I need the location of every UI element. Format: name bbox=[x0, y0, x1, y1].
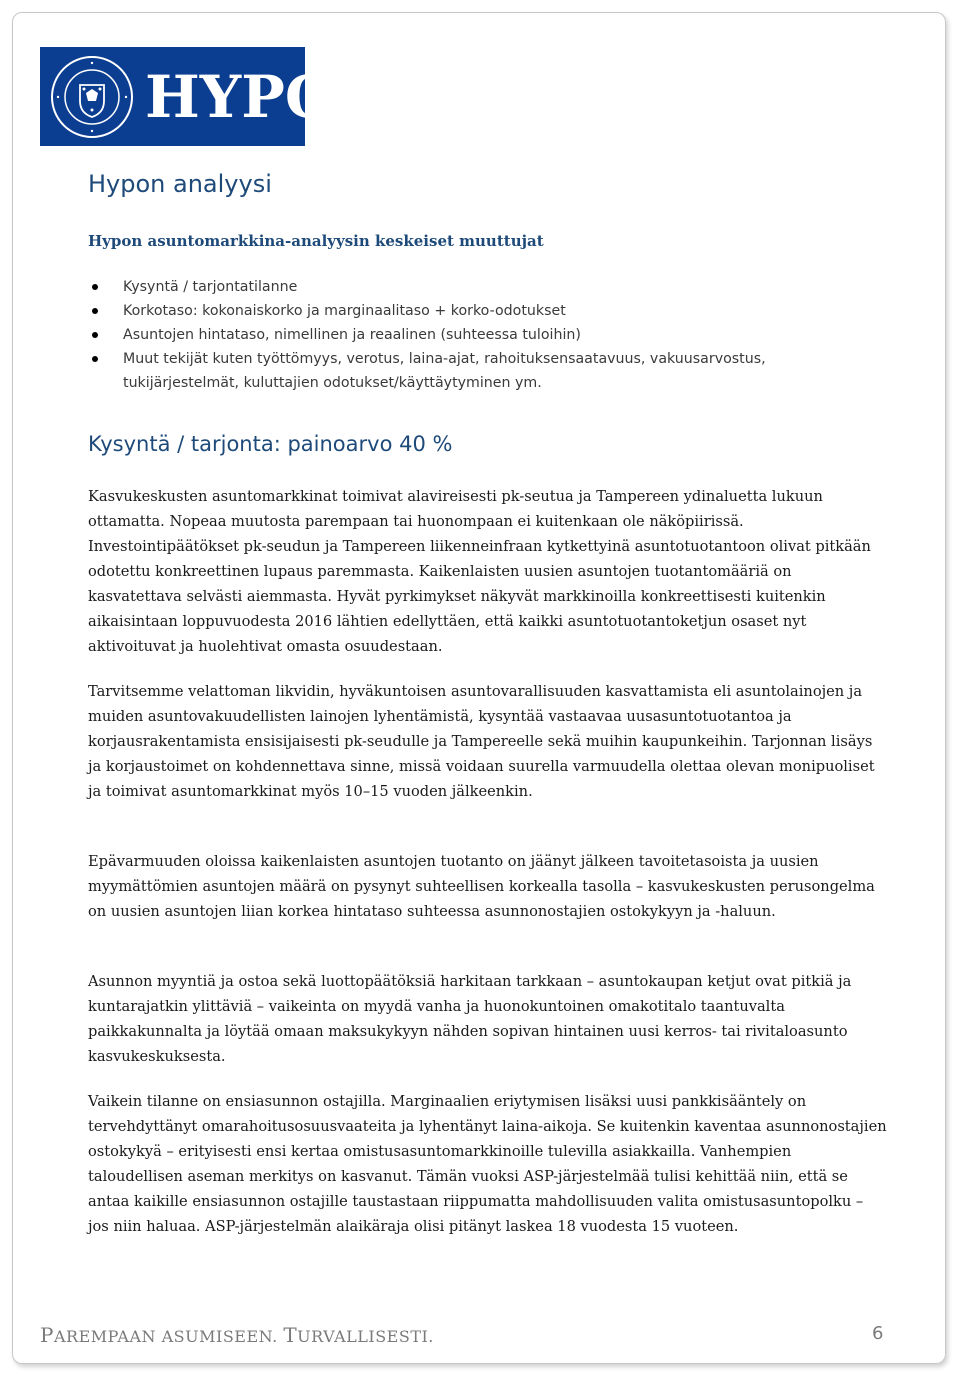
paragraph-3: Epävarmuuden oloissa kaikenlaisten asuntojen tuotanto on jäänyt jälkeen tavoitetasoista ja uusien myymättömien asuntojen määrä on pysynyt suhteellisen korkealla tasolla – kasvukeskusten perusongelma on uusien asuntojen liian korkea hintataso suhteessa asunnonostajien ostokykyyn ja -haluun. bbox=[88, 853, 875, 920]
paragraph-5: Vaikein tilanne on ensiasunnon ostajilla. Marginaalien eriytymisen lisäksi uusi pankkisääntely on tervehdyttänyt omarahoitusosuusvaateita ja lyhentänyt laina-aikoja. Se kuitenkin kaventaa asunnonostajien ostokykyä – erityisesti ensi kertaa omistusasuntomarkkinoille tulevilla asiakkailla. Vanhempien taloudellisen aseman merkitys on kasvanut. Tämän vuoksi ASP-järjestelmää tulisi kehittää niin, että se antaa kaikille ensiasunnon ostajille taustastaan riippumatta mahdollisuuden valita omistusasuntopolku – jos niin haluaa. ASP-järjestelmän alaikäraja olisi pitänyt laskea 18 vuodesta 15 vuoteen. bbox=[88, 1093, 887, 1235]
logo-wordmark: HYPO bbox=[145, 63, 336, 131]
motto-text: AREMPAAN ASUMISEEN. bbox=[53, 1327, 278, 1346]
motto-text: URVALLISESTI. bbox=[297, 1327, 434, 1346]
paragraph-1: Kasvukeskusten asuntomarkkinat toimivat alavireisesti pk-seutua ja Tampereen ydinaluetta lukuun ottamatta. Nopeaa muutosta parempaan tai huonompaan ei kuitenkaan ole näköpiirissä. Investointipäätökset pk-seudun ja Tampereen liikenneinfraan kytkettyinä asuntotuotantoon olivat pitkään odotettu konkreettinen lupaus paremmasta. Kaikenlaisten uusien asuntojen tuotantomääriä on kasvatettava selvästi aiemmasta. Hyvät pyrkimykset näkyvät markkinoilla konkreettisesti kuitenkin aikaisintaan loppuvuodesta 2016 lähtien edellyttäen, että kaikki asuntotuotantoketjun osaset nyt aktivoituvat ja huolehtivat omasta osuudestaan. bbox=[88, 488, 871, 655]
list-item bbox=[88, 299, 848, 323]
list-item-text: Kysyntä / tarjontatilanne bbox=[123, 279, 298, 295]
section-title: Kysyntä / tarjonta: painoarvo 40 % bbox=[88, 432, 453, 456]
list-item bbox=[88, 347, 848, 395]
motto-initial: T bbox=[283, 1323, 298, 1347]
paragraph-4: Asunnon myyntiä ja ostoa sekä luottopäätöksiä harkitaan tarkkaan – asuntokaupan ketjut ovat pitkiä ja kuntarajatkin ylittäviä – vaikeinta on myydä vanha ja huonokuntoinen omakotitalo taantuvalta paikkakunnalta ja löytää omaan maksukykyyn nähden sopivan hintainen uusi kerros- tai rivitaloasunto kasvukeskuksesta. bbox=[88, 973, 852, 1065]
paragraph-2: Tarvitsemme velattoman likvidin, hyväkuntoisen asuntovarallisuuden kasvattamista eli asuntolainojen ja muiden asuntovakuudellisten lainojen lyhentämistä, kysyntää vastaavaa uusasuntotuotantoa ja korjausrakentamista ensisijaisesti pk-seudulle ja Tampereelle sekä muihin kaupunkeihin. Tarjonnan lisäys ja korjaustoimet on kohdennettava sinne, missä voidaan suurella varmuudella olettaa olevan monipuoliset ja toimivat asuntomarkkinat myös 10–15 vuoden jälkeenkin. bbox=[88, 683, 875, 800]
list-item bbox=[88, 275, 848, 299]
list-item-text: Korkotaso: kokonaiskorko ja marginaalitaso + korko-odotukset bbox=[123, 303, 566, 319]
key-variables-list bbox=[88, 275, 848, 395]
hypo-seal-icon bbox=[40, 47, 140, 146]
hypo-logo bbox=[40, 47, 336, 146]
page-number: 6 bbox=[872, 1323, 884, 1344]
bullet-icon bbox=[92, 308, 98, 314]
page-title: Hypon analyysi bbox=[88, 170, 272, 198]
subheading: Hypon asuntomarkkina-analyysin keskeiset muuttujat bbox=[88, 232, 544, 250]
list-item-text: Asuntojen hintataso, nimellinen ja reaalinen (suhteessa tuloihin) bbox=[123, 327, 581, 343]
bullet-icon bbox=[92, 332, 98, 338]
footer-motto bbox=[40, 1323, 434, 1347]
motto-initial: P bbox=[40, 1323, 54, 1347]
bullet-icon bbox=[92, 356, 98, 362]
list-item-text: Muut tekijät kuten työttömyys, verotus, laina-ajat, rahoituksensaatavuus, vakuusarvostus, tukijärjestelmät, kuluttajien odotukset/käyttäytyminen ym. bbox=[123, 351, 766, 391]
bullet-icon bbox=[92, 284, 98, 290]
list-item bbox=[88, 323, 848, 347]
